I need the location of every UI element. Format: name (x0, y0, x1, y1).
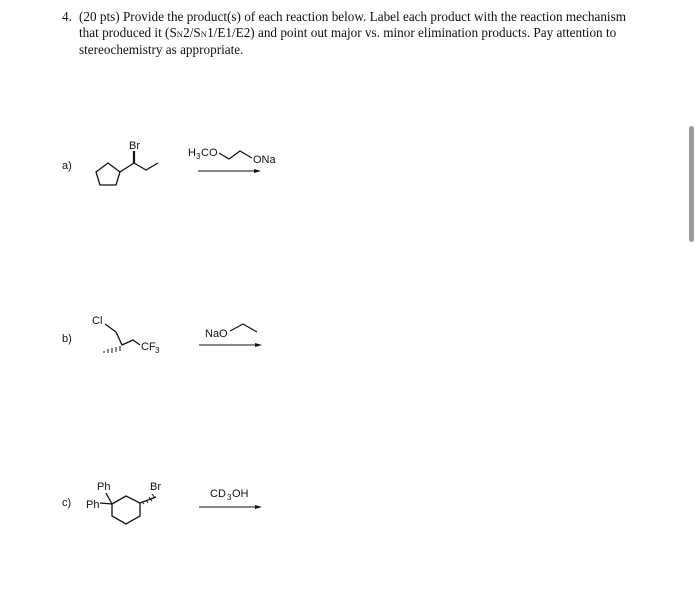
reagent-a-h: H (188, 147, 196, 159)
question-line2-mid: 2/S (183, 25, 201, 40)
cyclopentane-ring (96, 163, 120, 185)
question-line2-pre: that produced it (S (79, 25, 177, 40)
part-a-label: a) (62, 160, 72, 172)
reaction-arrow-a (198, 169, 261, 173)
reagent-c-subscript: 3 (227, 493, 232, 502)
part-c-substrate (100, 493, 156, 524)
part-c-reagent (210, 488, 249, 502)
ethylene-linker (219, 151, 252, 159)
bromine-label-a: Br (129, 140, 140, 152)
bromine-label-c: Br (150, 481, 161, 493)
reagent-b-nao: NaO (205, 328, 228, 340)
reagent-a-co: CO (201, 147, 218, 159)
c-ph-bond-1 (106, 493, 112, 504)
reagent-a-ona: ONa (253, 154, 276, 166)
chlorine-label-b: Cl (92, 315, 103, 327)
part-a-reagent (188, 147, 277, 166)
scrollbar-thumb[interactable] (689, 126, 694, 242)
reagent-a-subscript: 3 (196, 152, 201, 161)
reaction-arrow-b (199, 343, 262, 347)
phenyl-label-2: Ph (86, 499, 100, 511)
part-b-substrate (105, 324, 140, 345)
question-line2-post: 1/E1/E2) and point out major vs. minor elimination products. Pay attention to (207, 25, 617, 40)
sn2-subscript: N (176, 29, 184, 39)
reagent-c-oh: OH (232, 488, 249, 500)
alkyl-chain (120, 163, 158, 172)
question-line3: stereochemistry as appropriate. (79, 42, 244, 57)
question-number: 4. (62, 9, 72, 24)
c-ph-bond-2 (100, 503, 112, 504)
reagent-c-cd: CD (210, 488, 226, 500)
c-cl-bond (105, 324, 116, 332)
reaction-arrow-c (199, 505, 262, 509)
part-a-substrate (96, 151, 158, 185)
sn1-subscript: N (200, 29, 208, 39)
phenyl-label-1: Ph (97, 481, 111, 493)
cf3-subscript-b: 3 (155, 346, 160, 355)
hashed-wedge-b (104, 346, 120, 353)
carbon-chain-b (116, 332, 140, 345)
question-line1: Provide the product(s) of each reaction below. Label each product with the reaction mechanism (122, 9, 626, 24)
question-points: (20 pts) (79, 9, 120, 24)
part-c-label: c) (62, 497, 72, 509)
cyclohexane-ring (112, 496, 140, 524)
ethoxide-chain (230, 324, 257, 332)
part-b-label: b) (62, 333, 72, 345)
cf-label-b: CF (141, 341, 156, 353)
